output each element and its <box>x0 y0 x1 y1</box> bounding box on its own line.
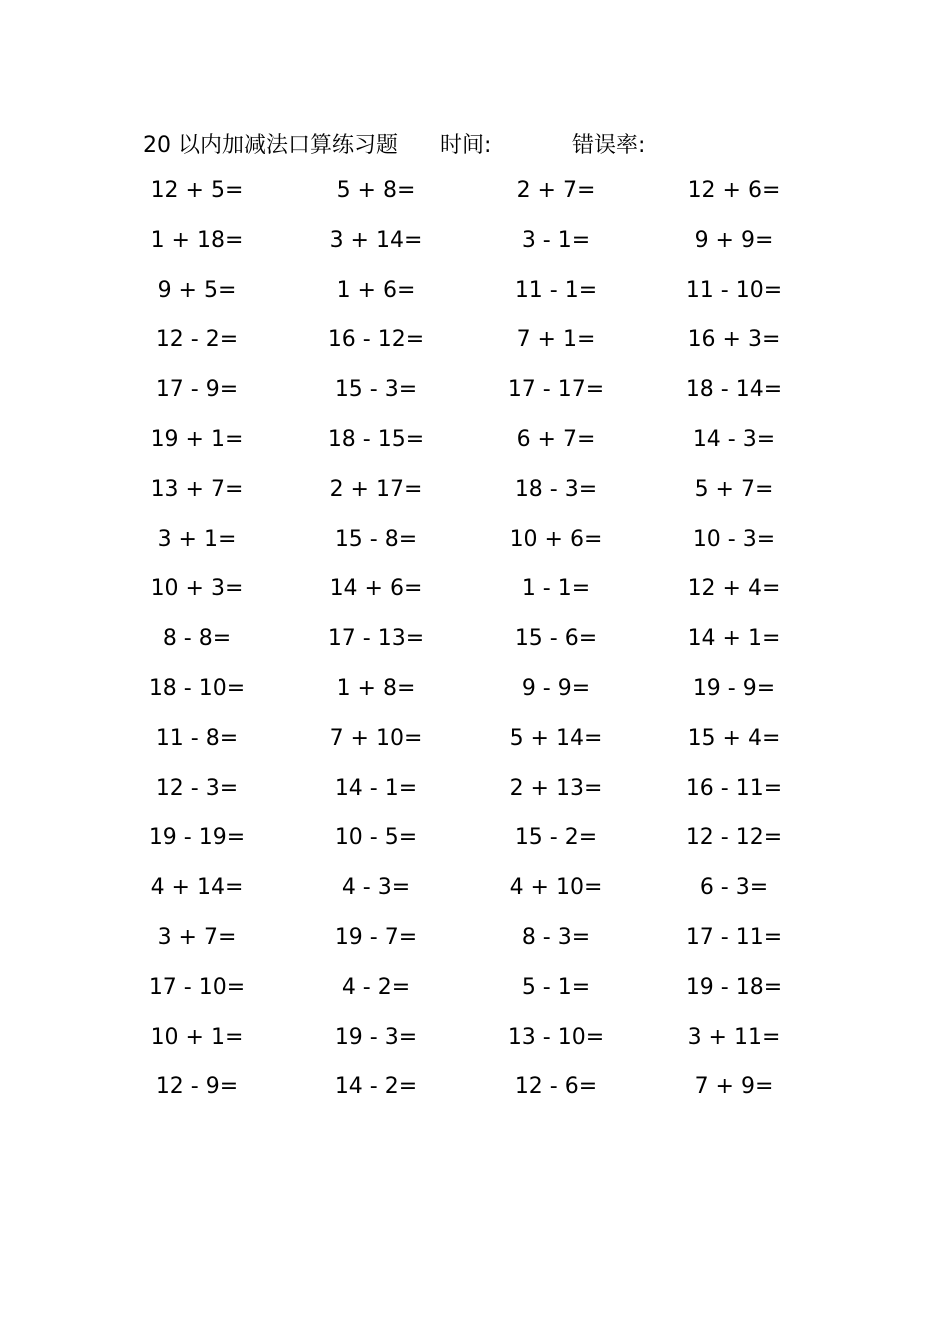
problem-cell: 15 - 3= <box>334 377 418 403</box>
problem-cell: 13 - 10= <box>507 1024 605 1050</box>
problem-cell: 4 + 10= <box>509 875 603 901</box>
problem-cell: 7 + 1= <box>516 327 596 353</box>
problem-cell: 1 + 6= <box>336 277 416 303</box>
problem-cell: 1 - 1= <box>521 576 591 602</box>
problem-cell: 18 - 15= <box>327 426 425 452</box>
problem-cell: 8 - 8= <box>162 626 232 652</box>
problem-cell: 15 - 2= <box>514 825 598 851</box>
problem-row <box>0 963 950 1013</box>
problem-cell: 2 + 13= <box>509 775 603 801</box>
problem-cell: 12 + 6= <box>687 178 781 203</box>
problem-cell: 10 + 6= <box>509 526 603 552</box>
problem-cell: 12 - 2= <box>155 327 239 353</box>
worksheet-header <box>0 124 950 164</box>
problem-cell: 18 - 10= <box>148 675 246 701</box>
problem-cell: 15 - 8= <box>334 526 418 552</box>
problem-row <box>0 714 950 764</box>
problem-grid <box>0 166 950 1112</box>
problem-cell: 16 + 3= <box>687 327 781 353</box>
problem-cell: 6 - 3= <box>699 875 769 901</box>
problem-cell: 14 - 2= <box>334 1074 418 1100</box>
problem-cell: 4 - 3= <box>341 875 411 901</box>
problem-cell: 3 + 14= <box>329 227 423 253</box>
problem-cell: 17 - 13= <box>327 626 425 652</box>
problem-cell: 12 - 6= <box>514 1074 598 1100</box>
problem-cell: 9 + 5= <box>157 277 237 303</box>
problem-row <box>0 764 950 814</box>
problem-row <box>0 166 950 216</box>
problem-cell: 12 - 3= <box>155 775 239 801</box>
error-rate-label: 错误率: <box>572 133 646 158</box>
problem-cell: 4 + 14= <box>150 875 244 901</box>
problem-cell: 9 - 9= <box>521 675 591 701</box>
problem-row <box>0 515 950 565</box>
problem-cell: 3 + 11= <box>687 1024 781 1050</box>
problem-cell: 11 - 10= <box>685 277 783 303</box>
problem-cell: 1 + 8= <box>336 675 416 701</box>
worksheet-title: 20 以内加减法口算练习题 <box>143 133 398 158</box>
problem-cell: 17 - 9= <box>155 377 239 403</box>
problem-cell: 14 - 3= <box>692 426 776 452</box>
problem-cell: 1 + 18= <box>150 227 244 253</box>
problem-cell: 12 + 5= <box>150 178 244 203</box>
problem-row <box>0 1062 950 1112</box>
problem-cell: 19 - 7= <box>334 924 418 950</box>
problem-row <box>0 1013 950 1063</box>
problem-cell: 15 - 6= <box>514 626 598 652</box>
problem-row <box>0 465 950 515</box>
problem-cell: 16 - 11= <box>685 775 783 801</box>
problem-cell: 14 + 1= <box>687 626 781 652</box>
time-label: 时间: <box>440 133 492 158</box>
problem-row <box>0 365 950 415</box>
problem-cell: 11 - 8= <box>155 725 239 751</box>
problem-cell: 9 + 9= <box>694 227 774 253</box>
problem-cell: 2 + 17= <box>329 476 423 502</box>
problem-cell: 3 - 1= <box>521 227 591 253</box>
problem-cell: 11 - 1= <box>514 277 598 303</box>
problem-row <box>0 415 950 465</box>
problem-cell: 19 - 19= <box>148 825 246 851</box>
problem-row <box>0 216 950 266</box>
problem-cell: 19 - 9= <box>692 675 776 701</box>
problem-cell: 14 + 6= <box>329 576 423 602</box>
problem-row <box>0 863 950 913</box>
problem-row <box>0 913 950 963</box>
problem-cell: 19 - 18= <box>685 974 783 1000</box>
problem-cell: 3 + 1= <box>157 526 237 552</box>
problem-cell: 8 - 3= <box>521 924 591 950</box>
problem-cell: 19 + 1= <box>150 426 244 452</box>
problem-cell: 5 + 14= <box>509 725 603 751</box>
problem-cell: 12 - 12= <box>685 825 783 851</box>
problem-cell: 17 - 11= <box>685 924 783 950</box>
problem-cell: 10 - 5= <box>334 825 418 851</box>
problem-cell: 16 - 12= <box>327 327 425 353</box>
problem-cell: 5 + 8= <box>336 178 416 203</box>
problem-cell: 12 + 4= <box>687 576 781 602</box>
problem-cell: 14 - 1= <box>334 775 418 801</box>
problem-cell: 18 - 3= <box>514 476 598 502</box>
problem-row <box>0 664 950 714</box>
problem-cell: 10 + 3= <box>150 576 244 602</box>
problem-cell: 3 + 7= <box>157 924 237 950</box>
problem-cell: 2 + 7= <box>516 178 596 203</box>
problem-row <box>0 266 950 316</box>
problem-cell: 19 - 3= <box>334 1024 418 1050</box>
problem-cell: 7 + 10= <box>329 725 423 751</box>
problem-cell: 4 - 2= <box>341 974 411 1000</box>
problem-row <box>0 813 950 863</box>
problem-cell: 18 - 14= <box>685 377 783 403</box>
problem-cell: 17 - 17= <box>507 377 605 403</box>
problem-cell: 6 + 7= <box>516 426 596 452</box>
problem-row <box>0 315 950 365</box>
problem-cell: 17 - 10= <box>148 974 246 1000</box>
problem-cell: 7 + 9= <box>694 1074 774 1100</box>
problem-cell: 10 + 1= <box>150 1024 244 1050</box>
problem-cell: 10 - 3= <box>692 526 776 552</box>
problem-cell: 5 - 1= <box>521 974 591 1000</box>
problem-row <box>0 564 950 614</box>
problem-cell: 5 + 7= <box>694 476 774 502</box>
problem-cell: 13 + 7= <box>150 476 244 502</box>
problem-cell: 15 + 4= <box>687 725 781 751</box>
problem-cell: 12 - 9= <box>155 1074 239 1100</box>
problem-row <box>0 614 950 664</box>
